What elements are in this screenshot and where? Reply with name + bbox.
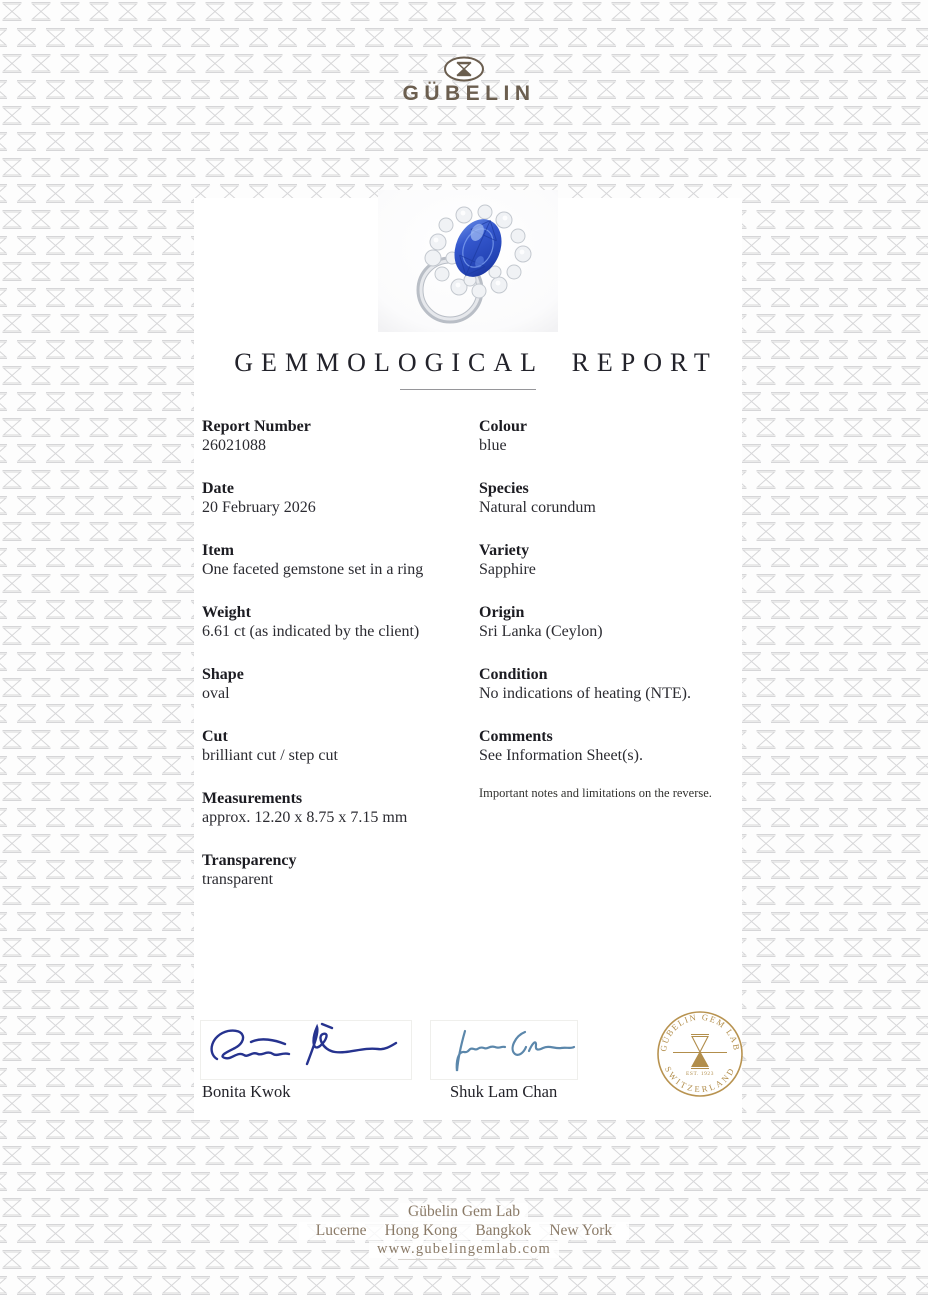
- field-report-number: [202, 417, 472, 455]
- field-label: Comments: [479, 728, 553, 745]
- field-weight: [202, 603, 472, 641]
- field-label: Colour: [479, 418, 527, 435]
- footer-city: Hong Kong: [384, 1222, 458, 1239]
- footer-lab-name: Gübelin Gem Lab: [0, 1203, 928, 1221]
- field-label: Transparency: [202, 852, 297, 869]
- reverse-note: Important notes and limitations on the reverse.: [479, 786, 712, 800]
- field-value: No indications of heating (NTE).: [479, 685, 691, 702]
- field-label: Species: [479, 480, 529, 497]
- seal-top-text: GÜBELIN GEM LAB: [657, 1011, 743, 1053]
- field-label: Weight: [202, 604, 251, 621]
- field-value: transparent: [202, 871, 274, 888]
- field-label: Cut: [202, 728, 228, 745]
- report-panel: [194, 198, 742, 1120]
- field-label: Item: [202, 542, 234, 559]
- field-label: Measurements: [202, 790, 303, 807]
- field-label: Origin: [479, 604, 525, 621]
- field-label: Date: [202, 480, 234, 497]
- field-colour: [479, 417, 749, 455]
- field-date: [202, 479, 472, 517]
- signatory-name: Bonita Kwok: [202, 1082, 291, 1101]
- field-value: 20 February 2026: [202, 499, 316, 516]
- footer-cities: [0, 1222, 928, 1240]
- signature-scrawl: [201, 1021, 411, 1079]
- footer-rule: [398, 1259, 538, 1260]
- field-value: brilliant cut / step cut: [202, 747, 338, 764]
- field-label: Report Number: [202, 418, 311, 435]
- gubelin-logo-icon: [443, 56, 485, 82]
- seal-bottom-text: SWITZERLAND: [662, 1064, 738, 1095]
- field-variety: [479, 541, 749, 579]
- sapphire-ring-photo: [378, 190, 558, 332]
- signature-image-bonita-kwok: [200, 1020, 412, 1080]
- field-value: oval: [202, 685, 230, 702]
- field-shape: [202, 665, 472, 703]
- field-origin: [479, 603, 749, 641]
- field-label: Shape: [202, 666, 244, 683]
- report-title: GEMMOLOGICAL REPORT: [234, 348, 718, 377]
- field-species: [479, 479, 749, 517]
- signature-scrawl: [431, 1021, 577, 1079]
- field-value: One faceted gemstone set in a ring: [202, 561, 424, 578]
- footer-city: New York: [549, 1222, 613, 1239]
- seal-est-text: EST. 1923: [685, 1071, 715, 1077]
- brand-wordmark: GÜBELIN: [402, 82, 536, 105]
- footer-city: Lucerne: [315, 1222, 367, 1239]
- footer-city: Bangkok: [475, 1222, 532, 1239]
- field-transparency: [202, 851, 472, 889]
- field-value: Sri Lanka (Ceylon): [479, 623, 603, 640]
- field-comments: [479, 727, 749, 765]
- field-value: 6.61 ct (as indicated by the client): [202, 623, 420, 640]
- field-measurements: [202, 789, 472, 827]
- footer-website[interactable]: www.gubelingemlab.com: [0, 1241, 928, 1258]
- field-value: Sapphire: [479, 561, 536, 578]
- field-value: blue: [479, 437, 507, 454]
- signature-image-shuk-lam-chan: [430, 1020, 578, 1080]
- field-value: Natural corundum: [479, 499, 596, 516]
- field-cut: [202, 727, 472, 765]
- field-condition: [479, 665, 749, 703]
- field-label: Variety: [479, 542, 530, 559]
- field-value: See Information Sheet(s).: [479, 747, 643, 764]
- signatory-name: Shuk Lam Chan: [450, 1082, 558, 1101]
- field-item: [202, 541, 472, 579]
- field-value: approx. 12.20 x 8.75 x 7.15 mm: [202, 809, 408, 826]
- field-value: 26021088: [202, 437, 266, 454]
- title-underline: [400, 389, 536, 390]
- field-label: Condition: [479, 666, 548, 683]
- gubelin-lab-seal: [655, 1009, 745, 1099]
